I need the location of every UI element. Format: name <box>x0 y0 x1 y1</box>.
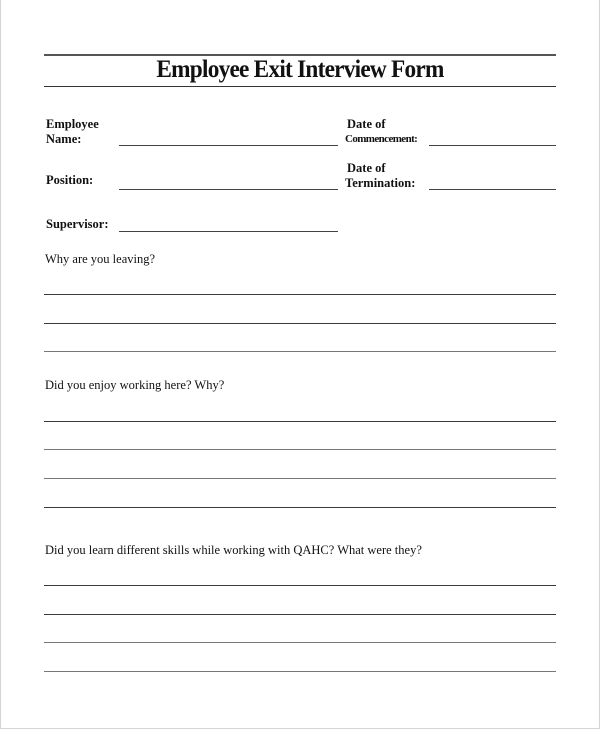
question-2-answer-line-2[interactable] <box>44 449 556 450</box>
question-2-answer-line-3[interactable] <box>44 478 556 479</box>
position-label: Position: <box>46 173 94 187</box>
date-termination-field[interactable] <box>429 189 556 190</box>
date-termination-label-line1: Date of <box>347 161 386 175</box>
title-bottom-rule <box>44 86 556 87</box>
question-3-answer-line-2[interactable] <box>44 614 556 615</box>
question-3-answer-line-1[interactable] <box>44 585 556 586</box>
employee-name-label-line2: Name: <box>46 132 82 146</box>
date-commencement-label-line1: Date of <box>347 117 386 131</box>
question-1-answer-line-1[interactable] <box>44 294 556 295</box>
question-1-answer-line-2[interactable] <box>44 323 556 324</box>
question-3-answer-line-3[interactable] <box>44 642 556 643</box>
position-field[interactable] <box>119 189 338 190</box>
date-commencement-field[interactable] <box>429 145 556 146</box>
employee-name-field[interactable] <box>119 145 338 146</box>
date-commencement-label-line2: Commencement: <box>345 133 418 145</box>
question-2-answer-line-4[interactable] <box>44 507 556 508</box>
date-termination-label <box>345 161 415 191</box>
date-termination-label-line2: Termination: <box>345 176 416 190</box>
question-3-text: Did you learn different skills while working with QAHC? What were they? <box>45 543 422 557</box>
form-title: Employee Exit Interview Form <box>156 56 444 83</box>
question-1-answer-line-3[interactable] <box>44 351 556 352</box>
date-commencement-label <box>345 117 417 147</box>
employee-name-label <box>46 117 99 147</box>
question-1-text: Why are you leaving? <box>45 252 156 266</box>
supervisor-label: Supervisor: <box>46 217 109 231</box>
question-2-text: Did you enjoy working here? Why? <box>45 378 225 392</box>
question-2-answer-line-1[interactable] <box>44 421 556 422</box>
supervisor-field[interactable] <box>119 231 338 232</box>
question-3-answer-line-4[interactable] <box>44 671 556 672</box>
employee-name-label-line1: Employee <box>46 117 99 131</box>
